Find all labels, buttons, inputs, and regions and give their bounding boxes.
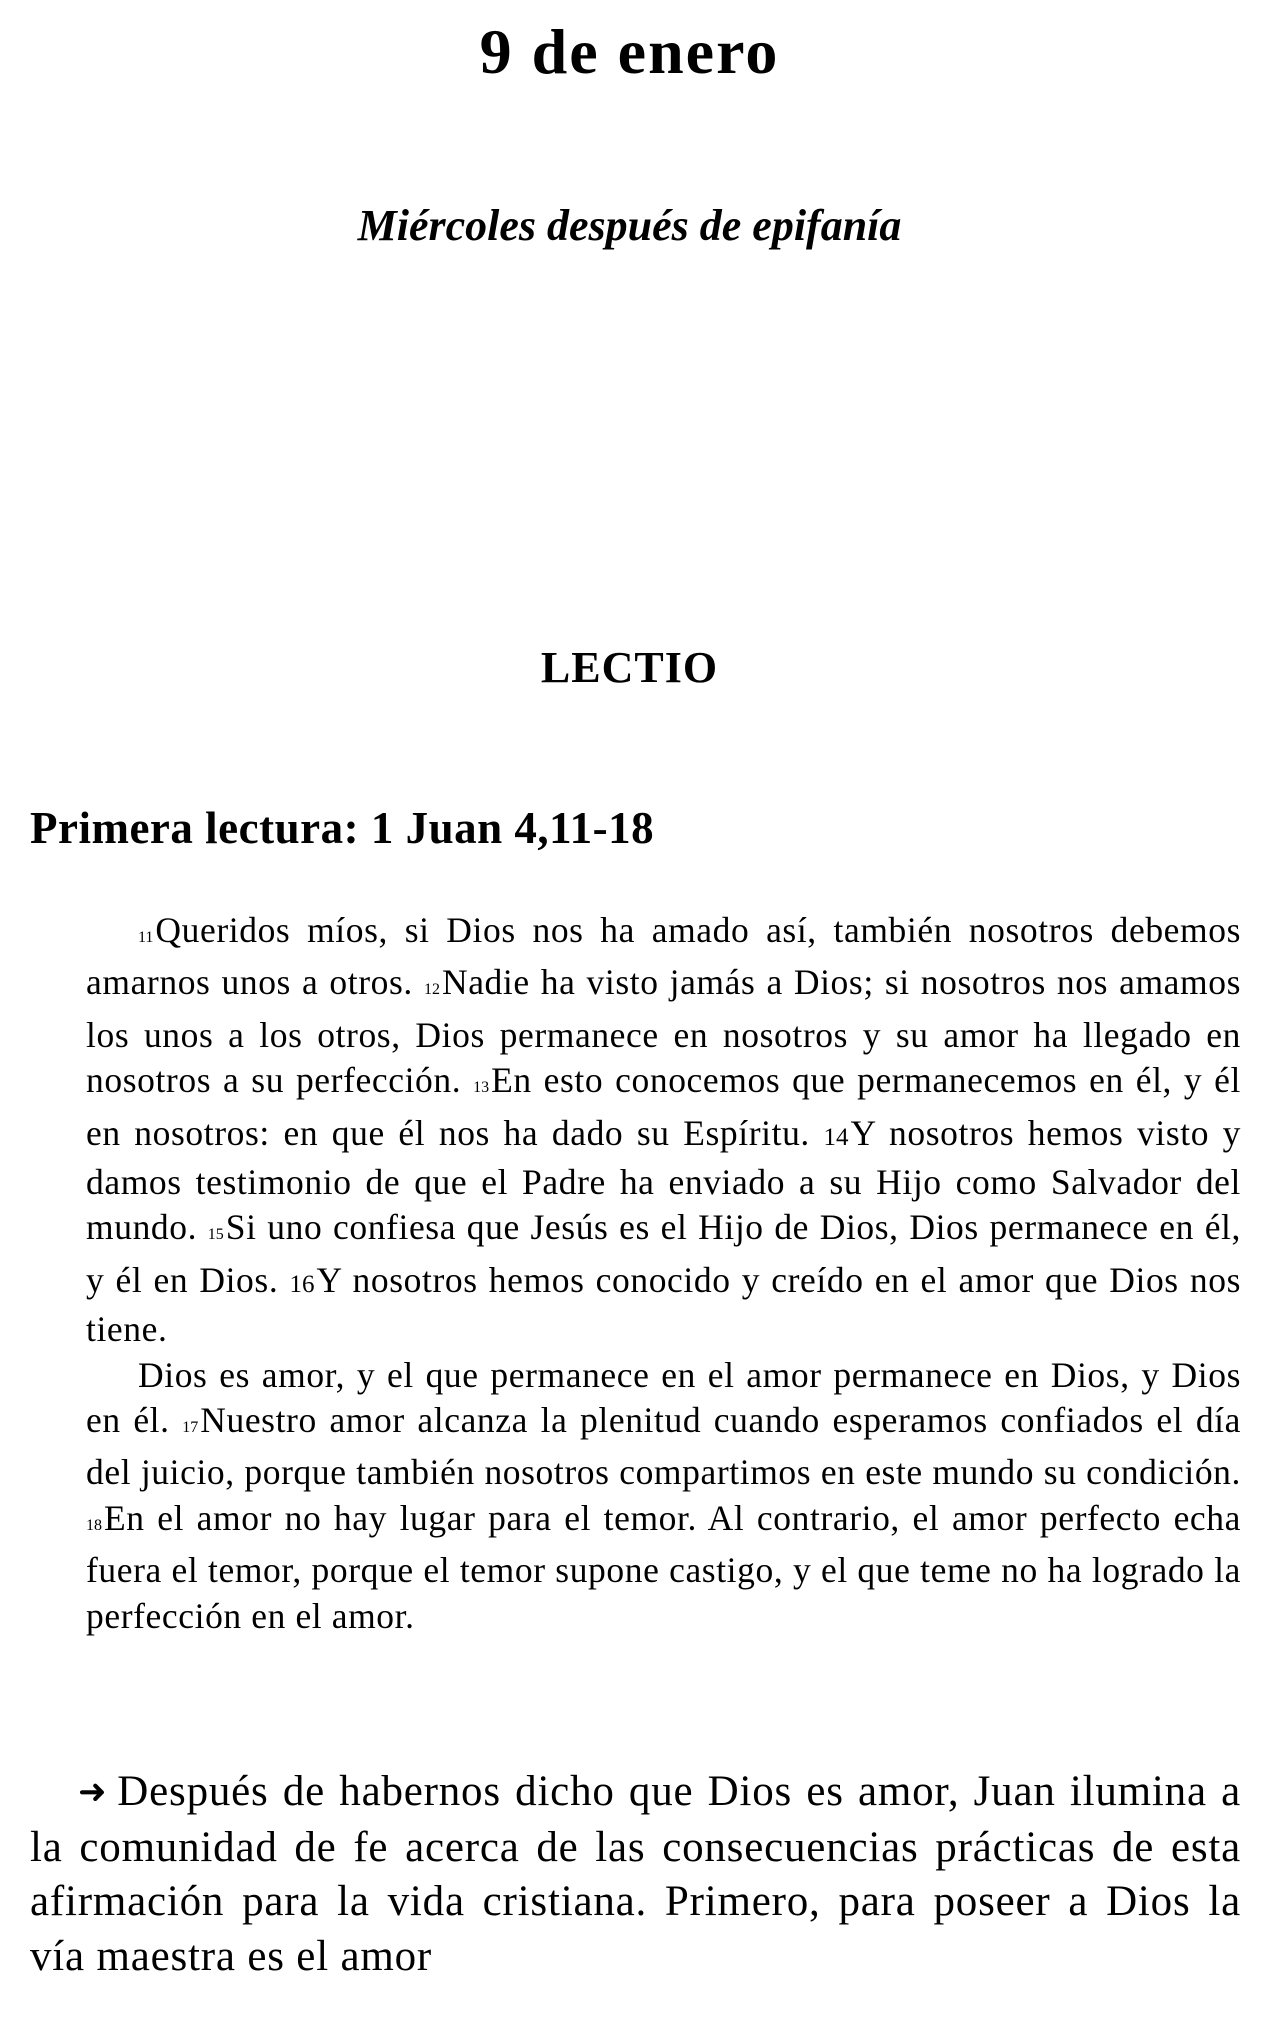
verse-number: 13 [473, 1079, 490, 1097]
section-title-lectio: LECTIO [540, 643, 719, 692]
scripture-paragraph-2 [86, 1353, 1241, 1639]
verse-text: Dios es amor, y el que permanece en el amor permanece en Dios, y Dios en él. [86, 1354, 1241, 1441]
verse-text: Si uno confiesa que Jesús es el Hijo de Dios, Dios permanece en él, y él en Dios. [86, 1207, 1241, 1300]
verse-text: Queridos míos, si Dios nos ha amado así, también nosotros debemos amarnos unos a otros. [86, 910, 1241, 1003]
commentary-paragraph [30, 1765, 1241, 1984]
verse-text: Y nosotros hemos visto y damos testimonio de que el Padre ha enviado a su Hijo como Salvador del mundo. [86, 1112, 1242, 1248]
verse-text: En esto conocemos que permanecemos en él, y él en nosotros: en que él nos ha dado su Espíritu. [86, 1060, 1241, 1153]
verse-text: Nuestro amor alcanza la plenitud cuando esperamos confiados el día del juicio, porque también nosotros compartimos en este mundo su condición. [86, 1400, 1241, 1493]
verse-number: 11 [138, 929, 154, 946]
verse-text: Nadie ha visto jamás a Dios; si nosotros nos amamos los unos a los otros, Dios permanece en nosotros y su amor ha llegado en nosotros a su perfección. [86, 962, 1241, 1101]
verse-number: 16 [289, 1270, 315, 1298]
commentary-section [30, 1765, 1241, 1984]
verse-number: 17 [182, 1419, 199, 1437]
verse-text: Y nosotros hemos conocido y creído en el amor que Dios nos tiene. [86, 1259, 1241, 1350]
first-reading-heading: Primera lectura: 1 Juan 4,11-18 [30, 803, 655, 853]
liturgical-day-subtitle: Miércoles después de epifanía [357, 201, 902, 250]
arrow-right-icon: ➜ [78, 1774, 108, 1811]
scripture-paragraph-1 [86, 908, 1241, 1353]
verse-number: 15 [207, 1226, 224, 1244]
verse-number: 12 [423, 981, 440, 999]
verse-number: 14 [823, 1123, 849, 1151]
verse-number: 18 [86, 1516, 102, 1534]
page-date-title: 9 de enero [479, 16, 780, 87]
scripture-passage [86, 908, 1241, 1639]
commentary-text: Después de habernos dicho que Dios es amor, Juan ilumina a la comunidad de fe acerca de las consecuencias prácticas de esta afirmación para la vida cristiana. Primero, para poseer a Dios la vía maestra es el amor [30, 1768, 1241, 1980]
verse-text: En el amor no hay lugar para el temor. Al contrario, el amor perfecto echa fuera el temor, porque el temor supone castigo, y el que teme no ha logrado la perfección en el amor. [86, 1497, 1241, 1636]
